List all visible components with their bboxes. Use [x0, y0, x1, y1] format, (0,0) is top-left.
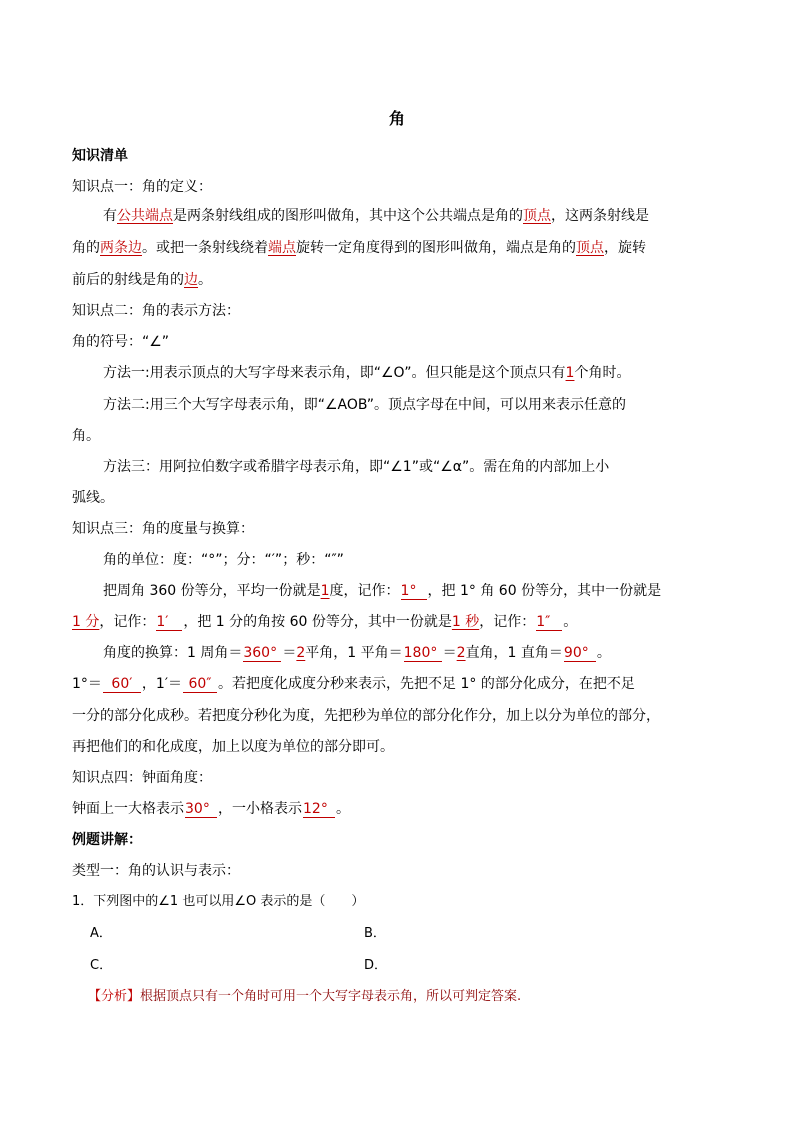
kp1-paragraph-line-1 — [103, 206, 649, 226]
kp1-heading: 知识点一：角的定义： — [72, 179, 212, 195]
answer-2-right: 2 — [456, 645, 466, 661]
text: 。或把一条射线绕着 — [142, 240, 268, 256]
question-1: 1．下列图中的∠1 也可以用∠O 表示的是（ ） — [72, 894, 365, 909]
answer-two-sides: 两条边 — [100, 240, 142, 256]
kp4-clock-line — [72, 799, 350, 819]
text: 。 — [563, 614, 578, 630]
answer-endpoint: 端点 — [268, 240, 296, 256]
text: 前后的射线是角的 — [72, 272, 184, 288]
text: 平角，1 平角＝ — [305, 645, 403, 661]
text: ＝ — [442, 645, 457, 661]
answer-360deg: 360° — [243, 645, 281, 662]
text: ，把 1 分的角按 60 份等分，其中一份就是 — [183, 614, 452, 630]
text: ，记作： — [99, 614, 156, 630]
text: 把周角 360 份等分，平均一份就是 — [103, 583, 321, 599]
option-d: D． — [364, 958, 388, 973]
kp3-degree-line-2 — [72, 612, 577, 632]
text: 有 — [103, 208, 117, 224]
answer-60min: 60′ — [103, 676, 141, 693]
answer-1-second: 1 秒 — [451, 614, 480, 630]
text: ，记作： — [479, 614, 536, 630]
answer-vertex: 顶点 — [523, 208, 551, 224]
kp3-conversion-line-2 — [72, 674, 635, 694]
text: 。 — [198, 272, 212, 288]
text: 旋转一定角度得到的图形叫做角，端点是角的 — [296, 240, 576, 256]
answer-one: 1 — [565, 365, 575, 381]
examples-heading: 例题讲解： — [72, 832, 142, 848]
kp2-method-2: 方法二:用三个大写字母表示角，即“∠AOB”。顶点字母在中间，可以用来表示任意的 — [103, 397, 626, 413]
analysis-tag: 【分析】 — [88, 989, 141, 1004]
text: 度，记作： — [329, 583, 400, 599]
kp2-heading: 知识点二：角的表示方法： — [72, 303, 240, 319]
answer-side: 边 — [184, 272, 198, 288]
analysis-line — [88, 987, 521, 1007]
kp4-heading: 知识点四：钟面角度： — [72, 770, 212, 786]
answer-common-endpoint: 公共端点 — [117, 208, 173, 224]
answer-180deg: 180° — [404, 645, 442, 662]
option-b: B． — [364, 926, 386, 941]
text: 。若把度化成度分秒来表示，先把不足 1° 的部分化成分，在把不足 — [218, 676, 635, 692]
text: ，把 1° 角 60 份等分，其中一份就是 — [427, 583, 662, 599]
kp2-method-3-cont: 弧线。 — [72, 490, 114, 506]
kp3-units: 角的单位：度：“°”；分：“′”；秒：“″” — [103, 552, 344, 568]
text: 直角，1 直角＝ — [465, 645, 563, 661]
example-type-1: 类型一：角的认识与表示： — [72, 863, 240, 879]
kp3-conversion-line-4: 再把他们的和化成度，加上以度为单位的部分即可。 — [72, 739, 394, 755]
text: 角度的换算：1 周角＝ — [103, 645, 243, 661]
kp3-conversion-line-1 — [103, 643, 611, 663]
text: ，这两条射线是 — [551, 208, 649, 224]
text: 1°＝ — [72, 676, 102, 692]
kp2-method-1 — [103, 363, 630, 383]
kp1-paragraph-line-3 — [72, 270, 212, 290]
answer-vertex-2: 顶点 — [576, 240, 604, 256]
answer-30deg: 30° — [185, 801, 217, 818]
answer-90deg: 90° — [564, 645, 596, 662]
kp1-paragraph-line-2 — [72, 238, 646, 258]
kp3-degree-line-1 — [103, 581, 661, 601]
text: 钟面上一大格表示 — [72, 801, 184, 817]
answer-1-degree: 1 — [320, 583, 330, 599]
text: 是两条射线组成的图形叫做角，其中这个公共端点是角的 — [173, 208, 523, 224]
analysis-text: 根据顶点只有一个角时可用一个大写字母表示角，所以可判定答案. — [140, 989, 522, 1004]
answer-60sec: 60″ — [183, 676, 217, 693]
answer-2-straight: 2 — [296, 645, 306, 661]
answer-1-minute: 1 分 — [72, 614, 100, 630]
text: 。 — [596, 645, 611, 661]
text: ，旋转 — [604, 240, 646, 256]
text: ，1′＝ — [141, 676, 183, 692]
answer-1sec-notation: 1″ — [536, 614, 562, 631]
text: 个角时。 — [574, 365, 631, 381]
text: ＝ — [282, 645, 297, 661]
kp2-symbol: 角的符号：“∠” — [72, 334, 170, 350]
kp3-heading: 知识点三：角的度量与换算： — [72, 521, 254, 537]
option-c: C． — [90, 958, 113, 973]
text: 。 — [336, 801, 350, 817]
answer-12deg: 12° — [303, 801, 335, 818]
answer-1min-notation: 1′ — [156, 614, 182, 631]
section-heading-knowledge-list: 知识清单 — [72, 148, 128, 164]
answer-1deg-notation: 1° — [401, 583, 427, 600]
text: 方法一:用表示顶点的大写字母来表示角，即“∠O”。但只能是这个顶点只有 — [103, 365, 566, 381]
option-a: A． — [90, 926, 112, 941]
text: 角的 — [72, 240, 100, 256]
kp2-method-3: 方法三：用阿拉伯数字或希腊字母表示角，即“∠1”或“∠α”。需在角的内部加上小 — [103, 459, 610, 475]
text: ，一小格表示 — [218, 801, 302, 817]
page-title: 角 — [388, 109, 405, 128]
kp2-method-2-cont: 角。 — [72, 428, 100, 444]
kp3-conversion-line-3: 一分的部分化成秒。若把度分秒化为度，先把秒为单位的部分化作分，加上以分为单位的部分， — [72, 708, 660, 724]
